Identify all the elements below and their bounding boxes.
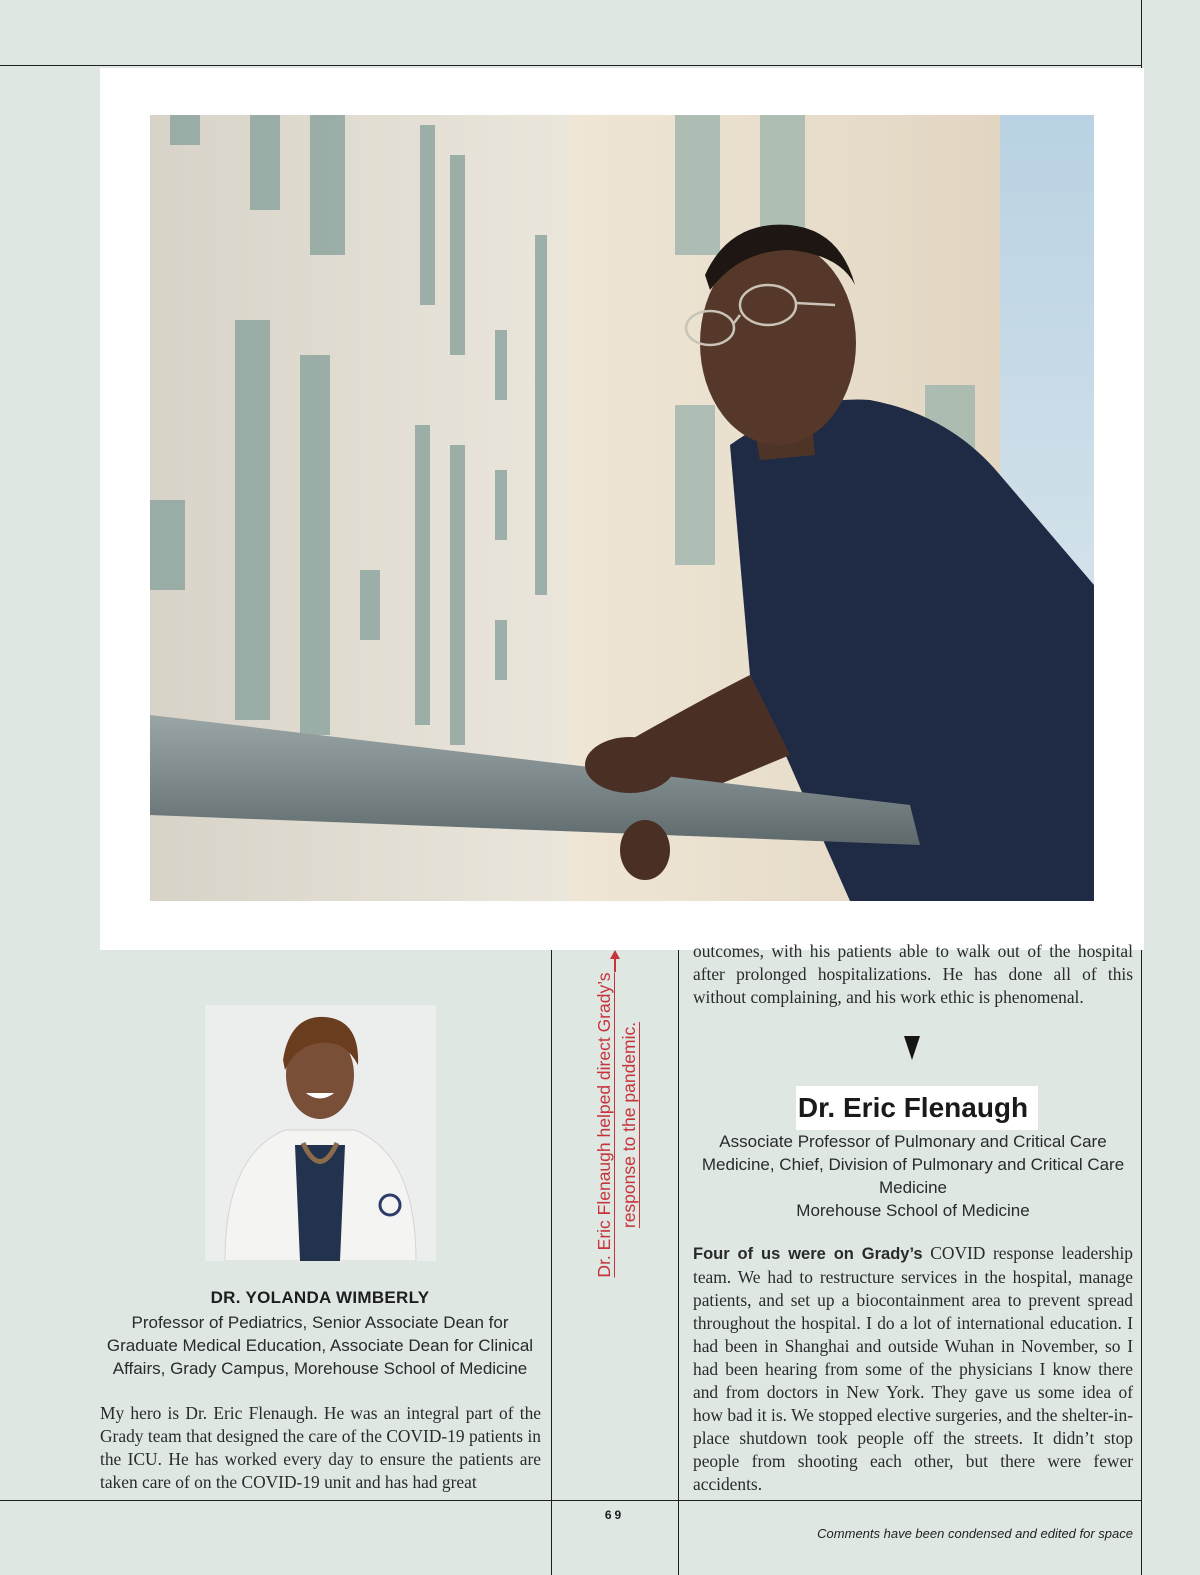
sidebar-quote [556,940,676,1320]
column-rule-left [551,945,552,1575]
bottom-rule [0,1500,1142,1501]
page-number: 69 [604,1508,625,1522]
right-profile-affiliation: Morehouse School of Medicine [796,1201,1030,1220]
sidebar-quote-line1: Dr. Eric Flenaugh helped direct Grady’s [594,972,614,1278]
main-photo [150,115,1094,901]
right-profile-title [693,1130,1133,1222]
left-profile-body: My hero is Dr. Eric Flenaugh. He was an integral part of the Grady team that designed the care of the COVID-19 patients in the ICU. He has worked every day to ensure the patients are taken care of on the COVID-19 unit and has had great [100,1403,541,1492]
left-profile-title: Professor of Pediatrics, Senior Associate Dean for Graduate Medical Education, Associate Dean for Clinical Affairs, Grady Campus, Morehouse School of Medicine [106,1313,534,1378]
right-body-lead: Four of us were on Grady’s [693,1245,923,1263]
right-continued-text: outcomes, with his patients able to walk out of the hospital after prolonged hospitalizations. He has done all of this without complaining, and his work ethic is phenomenal. [693,941,1133,1007]
triangle-down-icon [904,1036,920,1060]
top-rule [0,65,1142,66]
wimberly-portrait [205,1005,436,1261]
sidebar-quote-line2: response to the pandemic. [619,1021,639,1229]
right-body-text: COVID response leadership team. We had to restructure services in the hospital, manage patients, and set up a biocontainment area to prevent spread throughout the hospital. I do a lot of international education. I had been in Shanghai and outside Wuhan in November, so I had been hearing from some of the physicians I know there and from doctors in New York. They gave us some idea of how bad it is. We stopped elective surgeries, and the shelter-in-place shutdown took people off the streets. It didn’t stop people from shooting each other, but there were fewer accidents. [693,1243,1133,1494]
right-profile-name: Dr. Eric Flenaugh [797,1092,1029,1123]
footnote: Comments have been condensed and edited for space [817,1526,1133,1541]
right-profile-position: Associate Professor of Pulmonary and Critical Care Medicine, Chief, Division of Pulmonary and Critical Care Medicine [701,1132,1125,1197]
column-rule-right [678,945,679,1575]
left-profile-name: DR. YOLANDA WIMBERLY [210,1288,430,1307]
right-profile-body [693,1242,1133,1496]
